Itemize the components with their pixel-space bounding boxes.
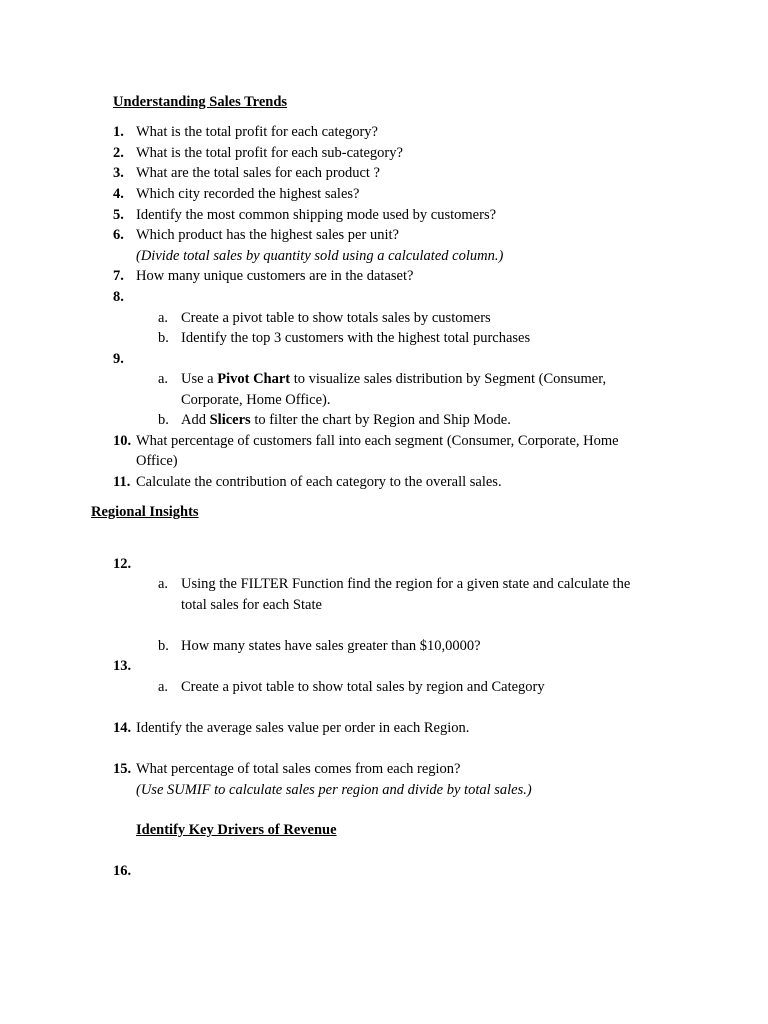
subitem-label: a. [158,576,169,592]
subitem-label: b. [158,412,169,428]
section-heading-regional-insights: Regional Insights [91,504,199,520]
question-number: 8. [113,289,124,305]
subitem-text: Create a pivot table to show total sales by region and Category [181,679,545,695]
question-text: What are the total sales for each product ? [136,165,380,181]
subitem-text: Identify the top 3 customers with the highest total purchases [181,330,531,346]
question-number: 16. [113,863,132,879]
subitem-text-part: to filter the chart by Region and Ship Mode. [250,412,511,428]
question-number: 2. [113,145,124,161]
question-number: 6. [113,227,124,243]
question-number: 11. [113,474,131,490]
question-text: What percentage of total sales comes from each region? [136,761,461,777]
subitem-label: a. [158,679,169,695]
subitem-text-part: Add [181,412,210,428]
question-text: Identify the most common shipping mode used by customers? [136,207,497,223]
question-text: How many unique customers are in the dataset? [136,268,414,284]
subitem-text: How many states have sales greater than $10,0000? [181,638,481,654]
question-number: 9. [113,351,124,367]
question-number: 5. [113,207,124,223]
question-number: 12. [113,556,132,572]
question-text: What is the total profit for each sub-category? [136,145,403,161]
question-text: What is the total profit for each category? [136,124,378,140]
question-number: 1. [113,124,124,140]
slicers-term: Slicers [209,412,251,428]
question-text: Calculate the contribution of each category to the overall sales. [136,474,502,490]
question-text: Which product has the highest sales per unit? [136,227,399,243]
question-text: Identify the average sales value per order in each Region. [136,720,470,736]
question-number: 4. [113,186,124,202]
question-text: What percentage of customers fall into each segment (Consumer, Corporate, Home [136,433,619,449]
subitem-text-continued: total sales for each State [181,597,322,613]
subitem-label: b. [158,638,169,654]
subitem-text: Using the FILTER Function find the region for a given state and calculate the [181,576,631,592]
section-heading-key-drivers: Identify Key Drivers of Revenue [136,822,337,838]
question-note: (Use SUMIF to calculate sales per region and divide by total sales.) [136,782,532,798]
question-text-continued: Office) [136,453,178,469]
question-note: (Divide total sales by quantity sold using a calculated column.) [136,248,504,264]
question-number: 10. [113,433,132,449]
question-number: 7. [113,268,124,284]
subitem-label: b. [158,330,169,346]
question-number: 13. [113,658,132,674]
subitem-label: a. [158,371,169,387]
subitem-text [181,369,606,389]
subitem-text-part: to visualize sales distribution by Segment (Consumer, [290,371,607,387]
subitem-text [181,410,511,430]
pivot-chart-term: Pivot Chart [217,371,291,387]
question-number: 14. [113,720,132,736]
question-number: 15. [113,761,132,777]
subitem-text-continued: Corporate, Home Office). [181,392,331,408]
subitem-text: Create a pivot table to show totals sales by customers [181,310,491,326]
subitem-label: a. [158,310,169,326]
subitem-text-part: Use a [181,371,218,387]
question-number: 3. [113,165,124,181]
question-text: Which city recorded the highest sales? [136,186,360,202]
section-heading-sales-trends: Understanding Sales Trends [113,94,288,110]
